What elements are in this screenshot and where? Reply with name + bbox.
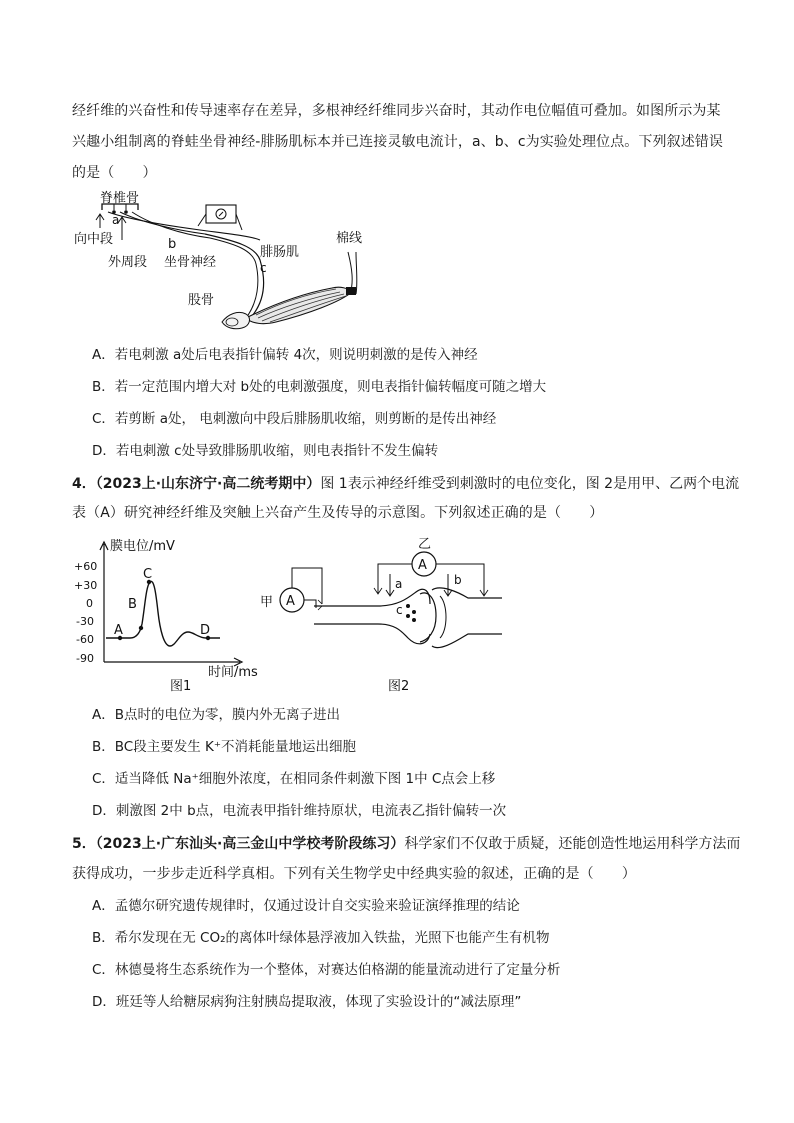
fig2-meter-yi-label: 乙: [418, 537, 432, 552]
q5-source: （2023上·广东汕头·高三金山中学校考阶段练习）: [95, 836, 405, 852]
fig1-ytick-neg30: -30: [76, 615, 94, 628]
q5-stem-1: 科学家们不仅敢于质疑，还能创造性地运用科学方法而: [404, 836, 741, 852]
label-femur: 股骨: [188, 293, 215, 308]
label-muscle: 腓肠肌: [260, 245, 300, 260]
q5-number: 5．: [72, 836, 96, 852]
fig2-axon-lower: [314, 624, 430, 644]
fig1-point-c: C: [143, 567, 153, 582]
fig1-ytick-60: +60: [74, 560, 98, 573]
label-peripheral: 外周段: [108, 255, 148, 270]
q3-option-a[interactable]: A．若电刺激 a处后电表指针偏转 4次，则说明刺激的是传入神经: [92, 347, 478, 363]
fig1-ytick-neg90: -90: [76, 652, 94, 665]
label-thread: 棉线: [336, 231, 363, 246]
q5-option-a[interactable]: A．孟德尔研究遗传规律时，仅通过设计自交实验来验证演绎推理的结论: [92, 898, 520, 914]
label-b: b: [168, 237, 177, 252]
label-sciatic: 坐骨神经: [164, 255, 217, 270]
fig2-meter-yi-symbol: A: [418, 558, 427, 573]
fig1-point-a: A: [114, 623, 123, 638]
fig1-point-d: D: [200, 623, 211, 638]
fig1-ytick-neg60: -60: [76, 633, 94, 646]
q4-option-b[interactable]: B．BC段主要发生 K⁺不消耗能量地运出细胞: [92, 739, 356, 755]
fig2-point-c: c: [396, 603, 403, 617]
q3-stem-line-2: 兴趣小组制离的脊蛙坐骨神经-腓肠肌标本并已连接灵敏电流计，a、b、c为实验处理位点。下列叙述错误: [72, 134, 724, 150]
nerve-muscle-figure: [70, 190, 400, 340]
q4-number: 4．: [72, 476, 96, 492]
q3-option-d[interactable]: D．若电刺激 c处导致腓肠肌收缩，则电表指针不发生偏转: [92, 443, 439, 459]
fig2-meter-jia-symbol: A: [286, 594, 295, 609]
fig1-ytick-30: +30: [74, 579, 98, 592]
fig2-point-b: b: [454, 573, 462, 587]
fig2-axon-upper: [314, 589, 430, 606]
fig1-ytick-0: 0: [86, 597, 93, 610]
q4-option-c[interactable]: C．适当降低 Na⁺细胞外浓度，在相同条件刺激下图 1中 C点会上移: [92, 771, 496, 787]
q4-option-d[interactable]: D．刺激图 2中 b点，电流表甲指针维持原状，电流表乙指针偏转一次: [92, 803, 507, 819]
q5-option-c[interactable]: C．林德曼将生态系统作为一个整体，对赛达伯格湖的能量流动进行了定量分析: [92, 962, 561, 978]
q5-option-b[interactable]: B．希尔发现在无 CO₂的离体叶绿体悬浮液加入铁盐，光照下也能产生有机物: [92, 930, 550, 946]
fig1-point-b: B: [128, 597, 137, 612]
fig1-caption: 图1: [170, 679, 192, 694]
q5-head: [72, 834, 740, 854]
fig2-meter-jia-label: 甲: [260, 595, 274, 610]
q3-option-b[interactable]: B．若一定范围内增大对 b处的电刺激强度，则电表指针偏转幅度可随之增大: [92, 379, 547, 395]
fig2-caption: 图2: [388, 679, 410, 694]
q5-option-d[interactable]: D．班廷等人给糖尿病狗注射胰岛提取液，体现了实验设计的“减法原理”: [92, 994, 522, 1010]
q4-stem-2: 表（A）研究神经纤维及突触上兴奋产生及传导的示意图。下列叙述正确的是（ ）: [72, 505, 604, 521]
q4-source: （2023上·山东济宁·高二统考期中）: [95, 476, 321, 492]
q5-stem-2: 获得成功，一步步走近科学真相。下列有关生物学史中经典实验的叙述，正确的是（ ）: [72, 866, 636, 882]
q4-stem-1: 图 1表示神经纤维受到刺激时的电位变化，图 2是用甲、乙两个电流: [320, 476, 740, 492]
fig1-xlabel: 时间/ms: [208, 665, 258, 680]
q4-head: [72, 474, 739, 494]
figure-2-synapse: [258, 534, 508, 694]
q3-stem-line-1: 经纤维的兴奋性和传导速率存在差异，多根神经纤维同步兴奋时，其动作电位幅值可叠加。如图所示为某: [72, 103, 721, 119]
label-c: c: [260, 261, 267, 275]
label-a: a: [112, 213, 120, 227]
q3-stem-line-3: 的是（ ）: [72, 165, 157, 181]
fig2-point-a: a: [395, 577, 403, 591]
q4-option-a[interactable]: A．B点时的电位为零，膜内外无离子进出: [92, 707, 340, 723]
fig1-ylabel: 膜电位/mV: [110, 539, 175, 554]
q3-option-c[interactable]: C．若剪断 a处， 电刺激向中段后腓肠肌收缩，则剪断的是传出神经: [92, 411, 497, 427]
figure-1-action-potential: [70, 534, 260, 694]
label-spine: 脊椎骨: [100, 191, 140, 206]
label-central: 向中段: [74, 232, 114, 247]
